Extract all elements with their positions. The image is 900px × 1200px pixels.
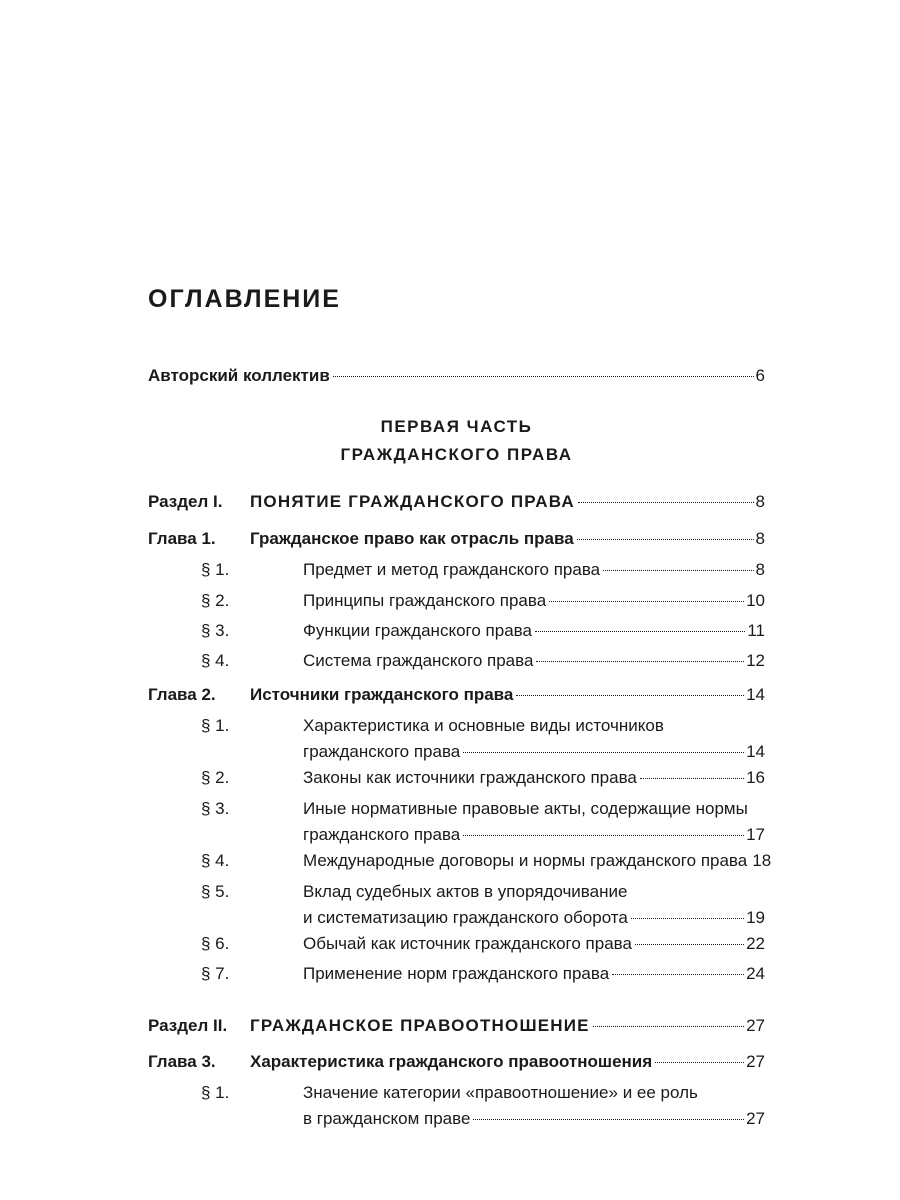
entry-title-line1: Иные нормативные правовые акты, содержащие нормы	[303, 799, 748, 818]
dot-leader	[577, 539, 754, 540]
page-number: 27	[746, 1016, 765, 1035]
entry-title: Авторский коллектив	[148, 366, 330, 385]
entry-title: Гражданское право как отрасль права	[250, 529, 574, 548]
dot-leader	[593, 1026, 744, 1027]
toc-entry-section-1[interactable]	[148, 489, 765, 515]
paragraph-number: § 6.	[201, 934, 230, 953]
entry-title: Система гражданского права	[303, 651, 534, 670]
dot-leader	[535, 631, 745, 632]
dot-leader	[516, 695, 744, 696]
entry-title: Законы как источники гражданского права	[303, 768, 637, 787]
page-number: 22	[746, 934, 765, 953]
dot-leader	[578, 502, 754, 503]
part-title-line1: ПЕРВАЯ ЧАСТЬ	[380, 417, 533, 436]
entry-title: Международные договоры и нормы гражданского права	[303, 851, 748, 870]
dot-leader	[463, 835, 744, 836]
part-title	[148, 413, 765, 469]
page-number: 14	[746, 742, 765, 761]
toc-entry-ch2-p4[interactable]	[148, 848, 772, 874]
toc-entry-ch1-p2[interactable]	[148, 588, 765, 614]
dot-leader	[549, 601, 744, 602]
part-title-line2: ГРАЖДАНСКОГО ПРАВА	[340, 445, 573, 464]
toc-entry-ch2-p6[interactable]	[148, 931, 765, 957]
entry-title-line2: гражданского права	[303, 742, 461, 761]
page-number: 17	[746, 825, 765, 844]
dot-leader	[536, 661, 744, 662]
paragraph-number: § 3.	[201, 799, 230, 818]
page-number: 14	[746, 685, 765, 704]
page-number: 18	[752, 851, 772, 870]
page-number: 16	[746, 768, 765, 787]
entry-title-line2: в гражданском праве	[303, 1109, 471, 1128]
section-label: Раздел I.	[148, 492, 223, 511]
entry-title: Обычай как источник гражданского права	[303, 934, 632, 953]
paragraph-number: § 4.	[201, 851, 230, 870]
page-number: 27	[746, 1052, 765, 1071]
dot-leader	[473, 1119, 744, 1120]
toc-entry-ch2-p1[interactable]	[148, 713, 765, 765]
entry-title: Принципы гражданского права	[303, 591, 547, 610]
page-number: 8	[755, 492, 765, 511]
dot-leader	[333, 376, 754, 377]
paragraph-number: § 1.	[201, 716, 230, 735]
paragraph-number: § 7.	[201, 964, 230, 983]
page-number: 24	[746, 964, 765, 983]
dot-leader	[612, 974, 744, 975]
toc-entry-ch2-p3[interactable]	[148, 796, 765, 848]
entry-title-line2: и систематизацию гражданского оборота	[303, 908, 628, 927]
page-number: 6	[755, 366, 765, 385]
toc-entry-ch3-p1[interactable]	[148, 1080, 765, 1132]
entry-title-line1: Вклад судебных актов в упорядочивание	[303, 882, 628, 901]
entry-title: ПОНЯТИЕ ГРАЖДАНСКОГО ПРАВА	[250, 492, 575, 511]
toc-entry-ch2-p5[interactable]	[148, 879, 765, 931]
entry-title-line2: гражданского права	[303, 825, 461, 844]
dot-leader	[655, 1062, 744, 1063]
page-number: 8	[755, 560, 765, 579]
toc-entry-ch1-p1[interactable]	[148, 557, 765, 583]
entry-title: Функции гражданского права	[303, 621, 532, 640]
dot-leader	[631, 918, 744, 919]
paragraph-number: § 3.	[201, 621, 230, 640]
dot-leader	[640, 778, 744, 779]
entry-title: Источники гражданского права	[250, 685, 514, 704]
chapter-label: Глава 1.	[148, 529, 216, 548]
chapter-label: Глава 2.	[148, 685, 216, 704]
page-number: 8	[755, 529, 765, 548]
paragraph-number: § 1.	[201, 560, 230, 579]
page-number: 11	[747, 621, 765, 640]
toc-entry-chapter-3[interactable]	[148, 1049, 765, 1075]
paragraph-number: § 5.	[201, 882, 230, 901]
section-label: Раздел II.	[148, 1016, 228, 1035]
toc-heading: ОГЛАВЛЕНИЕ	[148, 285, 341, 313]
entry-title: Характеристика гражданского правоотношения	[250, 1052, 653, 1071]
paragraph-number: § 1.	[201, 1083, 230, 1102]
toc-entry-ch2-p7[interactable]	[148, 961, 765, 987]
entry-title-line1: Характеристика и основные виды источников	[303, 716, 664, 735]
paragraph-number: § 2.	[201, 768, 230, 787]
toc-entry-authors[interactable]	[148, 363, 765, 389]
dot-leader	[463, 752, 744, 753]
toc-entry-section-2[interactable]	[148, 1013, 765, 1039]
page-number: 19	[746, 908, 765, 927]
toc-entry-ch1-p4[interactable]	[148, 648, 765, 674]
toc-entry-ch1-p3[interactable]	[148, 618, 765, 644]
entry-title-line1: Значение категории «правоотношение» и ее роль	[303, 1083, 698, 1102]
dot-leader	[635, 944, 744, 945]
dot-leader	[603, 570, 753, 571]
toc-entry-ch2-p2[interactable]	[148, 765, 765, 791]
paragraph-number: § 4.	[201, 651, 230, 670]
page-number: 12	[746, 651, 765, 670]
toc-entry-chapter-1[interactable]	[148, 526, 765, 552]
paragraph-number: § 2.	[201, 591, 230, 610]
page-number: 27	[746, 1109, 765, 1128]
page-number: 10	[746, 591, 765, 610]
chapter-label: Глава 3.	[148, 1052, 216, 1071]
entry-title: ГРАЖДАНСКОЕ ПРАВООТНОШЕНИЕ	[250, 1016, 590, 1035]
entry-title: Применение норм гражданского права	[303, 964, 610, 983]
toc-entry-chapter-2[interactable]	[148, 682, 765, 708]
entry-title: Предмет и метод гражданского права	[303, 560, 601, 579]
